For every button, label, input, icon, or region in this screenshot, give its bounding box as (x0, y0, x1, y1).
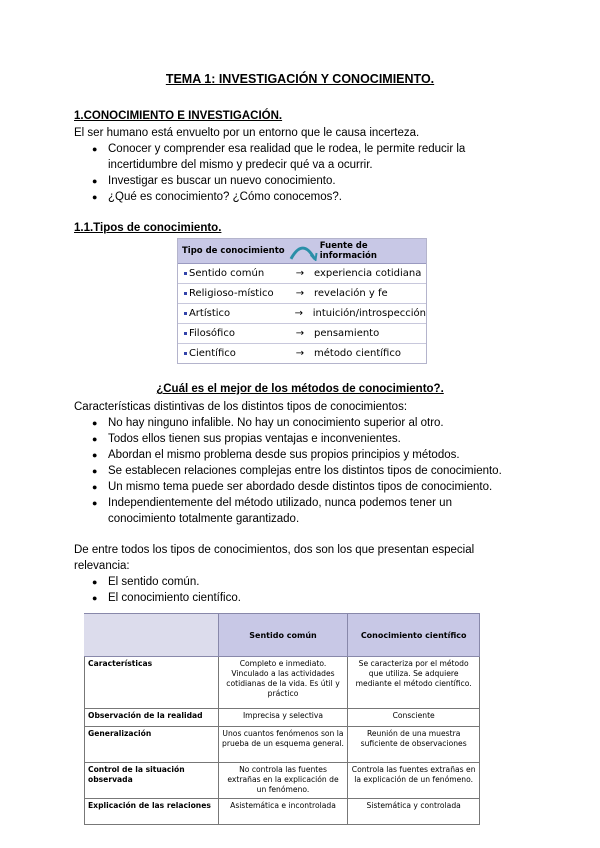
fuente-cell: método científico (314, 348, 401, 359)
cientifico-cell: Controla las fuentes extrañas en la explicación de un fenómeno. (348, 763, 480, 799)
table-row (85, 657, 480, 709)
row-label: Generalización (85, 727, 219, 763)
right-arrow-icon: → (294, 308, 304, 319)
best-method-bullets (92, 415, 512, 527)
sentido-cell: Completo e inmediato. Vinculado a las actividades cotidianas de la vida. Es útil y práctico (218, 657, 348, 709)
bullet-square-icon (184, 312, 187, 315)
sentido-cell: No controla las fuentes extrañas en la explicación de un fenómeno. (218, 763, 348, 799)
bullet-square-icon (184, 332, 187, 335)
cientifico-cell: Se caracteriza por el método que utiliza. Se adquiere mediante el método científico. (348, 657, 480, 709)
table-header-row (85, 614, 480, 657)
right-arrow-icon: → (295, 328, 305, 339)
best-method-intro: Características distintivas de los distintos tipos de conocimientos: (74, 401, 408, 413)
bullet-square-icon (184, 352, 187, 355)
right-arrow-icon: → (295, 288, 305, 299)
table-row (178, 264, 426, 284)
row-label: Control de la situación observada (85, 763, 219, 799)
table-row (178, 304, 426, 324)
table-row (85, 709, 480, 727)
cientifico-cell: Sistemática y controlada (348, 799, 480, 825)
knowledge-types-table (177, 238, 427, 364)
tipo-cell: Sentido común (189, 268, 265, 279)
tipo-cell: Científico (189, 348, 236, 359)
comparison-table (84, 613, 480, 825)
list-item: ● Todos ellos tienen sus propias ventajas e inconvenientes. (92, 431, 512, 447)
tipo-cell: Religioso-místico (189, 288, 274, 299)
bullet-square-icon (184, 292, 187, 295)
sentido-cell: Unos cuantos fenómenos son la prueba de un esquema general. (218, 727, 348, 763)
table-row (85, 727, 480, 763)
fuente-cell: intuición/introspección (312, 308, 426, 319)
row-label: Características (85, 657, 219, 709)
table-header (178, 239, 426, 264)
section-1-intro: El ser humano está envuelto por un entorno que le causa incerteza. (74, 127, 420, 139)
tipo-cell: Filosófico (189, 328, 235, 339)
list-item: ● El conocimiento científico. (92, 590, 512, 606)
curved-arrow-icon (288, 241, 318, 261)
row-label: Explicación de las relaciones (85, 799, 219, 825)
relevance-bullets (92, 574, 512, 606)
list-item: ● Abordan el mismo problema desde sus propios principios y métodos. (92, 447, 512, 463)
page-title: TEMA 1: INVESTIGACIÓN Y CONOCIMIENTO. (165, 72, 435, 86)
row-label: Observación de la realidad (85, 709, 219, 727)
relevance-intro: De entre todos los tipos de conocimientos, dos son los que presentan especial relevancia: (74, 544, 475, 572)
cientifico-cell: Reunión de una muestra suficiente de observaciones (348, 727, 480, 763)
header-fuente: Fuente de información (319, 241, 377, 261)
header-sentido-comun: Sentido común (218, 614, 348, 657)
right-arrow-icon: → (295, 268, 305, 279)
list-item: ● Se establecen relaciones complejas entre los distintos tipos de conocimiento. (92, 463, 512, 479)
table-row (178, 324, 426, 344)
fuente-cell: revelación y fe (314, 288, 388, 299)
fuente-cell: experiencia cotidiana (314, 268, 422, 279)
list-item: ● Conocer y comprender esa realidad que le rodea, le permite reducir la incertidumbre del mismo y predecir qué va a ocurrir. (92, 141, 512, 173)
sentido-cell: Asistemática e incontrolada (218, 799, 348, 825)
section-1-heading: 1.CONOCIMIENTO E INVESTIGACIÓN. (74, 110, 283, 122)
section-1-bullets (92, 141, 512, 205)
tipo-cell: Artístico (188, 308, 231, 319)
fuente-cell: pensamiento (314, 328, 380, 339)
table-row (85, 763, 480, 799)
bullet-square-icon (184, 272, 187, 275)
list-item: ● Independientemente del método utilizado, nunca podemos tener un conocimiento totalmente garantizado. (92, 495, 512, 527)
table-row (178, 344, 426, 363)
table-row (85, 799, 480, 825)
list-item: ● Un mismo tema puede ser abordado desde distintos tipos de conocimiento. (92, 479, 512, 495)
header-tipo: Tipo de conocimiento (182, 246, 285, 256)
list-item: ● ¿Qué es conocimiento? ¿Cómo conocemos?. (92, 189, 512, 205)
header-blank (85, 614, 219, 657)
section-1-1-heading: 1.1.Tipos de conocimiento. (74, 222, 222, 234)
list-item: ● El sentido común. (92, 574, 512, 590)
list-item: ● No hay ninguno infalible. No hay un conocimiento superior al otro. (92, 415, 512, 431)
best-method-heading: ¿Cuál es el mejor de los métodos de conocimiento?. (156, 383, 444, 395)
sentido-cell: Imprecisa y selectiva (218, 709, 348, 727)
header-conocimiento-cientifico: Conocimiento científico (348, 614, 480, 657)
right-arrow-icon: → (295, 348, 305, 359)
list-item: ● Investigar es buscar un nuevo conocimiento. (92, 173, 512, 189)
table-row (178, 284, 426, 304)
cientifico-cell: Consciente (348, 709, 480, 727)
